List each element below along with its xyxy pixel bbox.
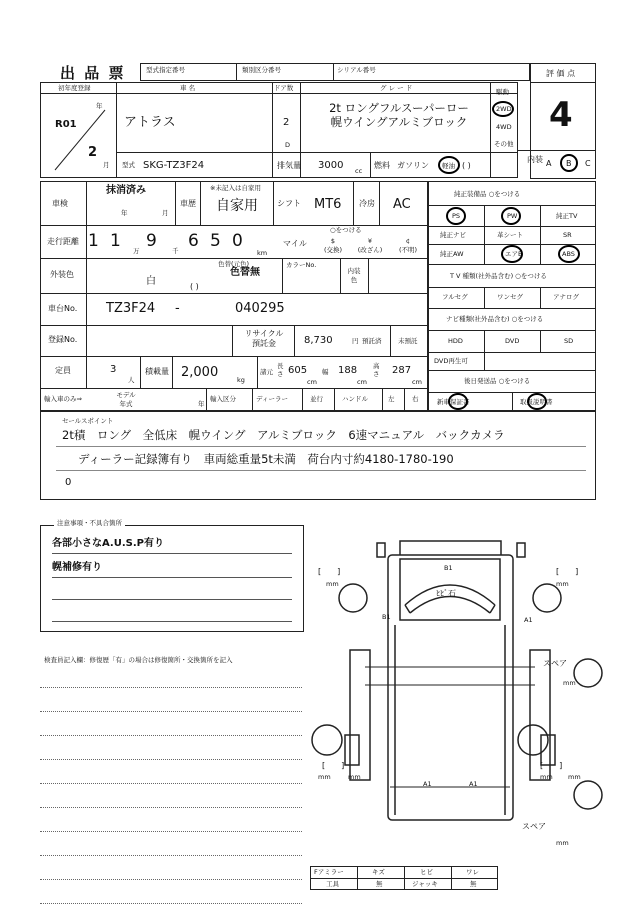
car-name: アトラス xyxy=(124,115,176,130)
inspector-line xyxy=(40,687,302,688)
drive-label: 駆動 xyxy=(496,88,509,96)
length-label: 長さ xyxy=(277,362,284,378)
model-year-label: モデル 年式 xyxy=(116,391,136,408)
score-value: 4 xyxy=(549,95,573,135)
fuel-paren: ( ) xyxy=(462,161,471,170)
equip-navi: 純正ナビ xyxy=(440,231,466,239)
grade-value: 2t ロングフルスーパーロー幌ウイングアルミブロック xyxy=(329,101,469,129)
tire-mm-2: mm xyxy=(556,580,569,588)
tire-bracket-4: [ ] xyxy=(540,761,563,770)
inspector-note: 検査員記入欄：修復歴「有」の場合は修復箇所・交換箇所を記入 xyxy=(44,656,233,664)
handle-left: 左 xyxy=(388,395,395,403)
spare-1-label: スペア xyxy=(543,659,567,668)
category-number-label: 類別区分番号 xyxy=(242,66,281,74)
later-warranty: 新車保証書 xyxy=(437,398,470,406)
height-unit: cm xyxy=(412,378,422,386)
height-value: 287 xyxy=(392,365,412,376)
first-reg-label: 初年度登録 xyxy=(58,84,91,92)
drive-2wd: 2WD xyxy=(496,105,512,113)
car-name-label: 車 名 xyxy=(180,84,196,92)
tire-mm-3: mm xyxy=(318,773,331,781)
equipment-title: 純正装備品 ○をつける xyxy=(454,190,521,198)
tire-mm-6: mm xyxy=(568,773,581,781)
recycle-label: リサイクル 預託金 xyxy=(244,329,284,348)
legend-jack-value: 無 xyxy=(470,880,477,888)
recycle-not-deposited: 未預託 xyxy=(398,337,418,345)
sales-line-2: ディーラー記録簿有り 車両総重量5t未満 荷台内寸約4180-1780-190 xyxy=(78,452,454,466)
mile-label: マイル xyxy=(283,239,307,248)
inspection-year: 年 xyxy=(121,209,128,217)
import-label: 輸入車のみ⇒ xyxy=(44,395,82,403)
legend-h4: ワレ xyxy=(466,868,479,876)
interior-color-label: 内装 色 xyxy=(347,267,361,284)
serial-number-label: シリアル番号 xyxy=(337,66,376,74)
inspection-label: 車検 xyxy=(52,199,68,208)
tv-fullseg: フルセグ xyxy=(442,293,468,301)
year-unit: 年 xyxy=(96,102,103,110)
exterior-color: 白 xyxy=(146,276,156,287)
usage-label: 車歴 xyxy=(180,199,196,208)
ac-value: AC xyxy=(393,197,411,212)
chassis-dash: - xyxy=(175,301,180,316)
color-change-paren: ( ) xyxy=(190,282,199,291)
recycle-yen: 円 xyxy=(352,337,359,345)
inspector-line xyxy=(40,903,302,904)
capacity-label: 定員 xyxy=(55,366,71,375)
model-value: SKG-TZ3F24 xyxy=(143,160,205,171)
mileage-digit-0: 1 xyxy=(88,231,99,251)
navi-sd: SD xyxy=(564,337,574,345)
tv-oneseg: ワンセグ xyxy=(497,293,523,301)
equip-aw: 純正AW xyxy=(440,250,464,258)
later-warranty-circle xyxy=(448,393,468,410)
equip-pw: PW xyxy=(507,212,518,220)
import-kind-label: 輸入区分 xyxy=(210,395,236,403)
legend-tool: 工具 xyxy=(326,880,339,888)
int-grade-b: B xyxy=(566,159,572,168)
tire-mm-4: mm xyxy=(348,773,361,781)
length-unit: cm xyxy=(307,378,317,386)
registration-label: 登録No. xyxy=(48,335,78,344)
equip-leather: 革シート xyxy=(497,231,523,239)
mileage-digit-5: 0 xyxy=(232,231,243,251)
interior-grade-label: 内装 xyxy=(527,155,543,164)
mileage-digit-3: 6 xyxy=(188,231,199,251)
first-reg-era: R01 xyxy=(55,119,77,130)
equip-ps: PS xyxy=(452,212,461,220)
tv-analog: アナログ xyxy=(553,293,579,301)
damage-b1-left: B1 xyxy=(382,613,391,621)
handle-label: ハンドル xyxy=(342,395,368,403)
ac-label: 冷房 xyxy=(359,199,375,208)
load-value: 2,000 xyxy=(181,365,219,380)
spare-2-label: スペア xyxy=(522,822,546,831)
capacity-unit: 人 xyxy=(128,376,135,384)
details-block xyxy=(40,181,428,411)
int-grade-c: C xyxy=(585,159,591,168)
height-label: 高さ xyxy=(373,362,380,378)
chassis-model: TZ3F24 xyxy=(106,301,156,316)
mileage-circle-note: ○をつける xyxy=(330,226,362,234)
damage-a1-right: A1 xyxy=(524,616,533,624)
load-label: 積載量 xyxy=(145,367,169,376)
color-change-value: 色替無 xyxy=(230,267,260,278)
shift-label: シフト xyxy=(277,199,301,208)
grade-label: グ レ ー ド xyxy=(380,84,413,92)
tire-bracket-1: [ ] xyxy=(318,567,341,576)
navi-hdd: HDD xyxy=(448,337,463,345)
month-unit: 月 xyxy=(103,161,110,169)
inspector-line xyxy=(40,831,302,832)
import-year-unit: 年 xyxy=(198,400,205,408)
handle-right: 右 xyxy=(412,395,419,403)
doors-label: ドア数 xyxy=(274,84,294,92)
mileage-man-unit: 万 xyxy=(133,247,140,255)
doors-unit: D xyxy=(285,141,291,149)
equip-sr: SR xyxy=(563,231,572,239)
fuel-circle xyxy=(438,156,460,174)
spare-2-mm: mm xyxy=(556,839,569,847)
form-title: 出 品 票 xyxy=(60,64,126,82)
fuel-light: 軽油 xyxy=(442,162,455,170)
equip-abs: ABS xyxy=(562,250,575,258)
drive-4wd: 4WD xyxy=(496,123,512,131)
mileage-digits xyxy=(88,229,278,257)
model-label: 型式 xyxy=(122,161,135,169)
usage-note: ※未記入は自家用 xyxy=(210,184,261,192)
equip-airbag-circle xyxy=(501,245,523,263)
int-grade-a: A xyxy=(546,159,552,168)
tire-mm-1: mm xyxy=(326,580,339,588)
displacement-unit: cc xyxy=(355,167,363,175)
legend-h2: キズ xyxy=(372,868,385,876)
notes-label: 注意事項・不具合箇所 xyxy=(54,520,125,527)
fuel-label: 燃料 xyxy=(374,161,390,170)
displacement-label: 排気量 xyxy=(277,161,301,170)
equip-tv: 純正TV xyxy=(556,212,578,220)
usage-value: 自家用 xyxy=(216,198,258,214)
legend-jack: ジャッキ xyxy=(412,880,438,888)
exterior-color-label: 外装色 xyxy=(50,270,74,279)
damage-hibi: ﾋﾋﾞ石 xyxy=(436,589,456,598)
later-manual: 取扱説明書 xyxy=(520,398,553,406)
inspector-line xyxy=(40,807,302,808)
mileage-digit-1: 1 xyxy=(110,231,121,251)
legend-h1: Fアミラー xyxy=(314,868,344,876)
equip-airbag: エアB xyxy=(505,250,523,258)
drive-circle xyxy=(492,101,514,117)
tv-title: T V 種類(社外品含む) ○をつける xyxy=(450,272,547,280)
mileage-digit-4: 5 xyxy=(210,231,221,251)
capacity-value: 3 xyxy=(110,364,117,375)
damage-b1-top: B1 xyxy=(444,564,453,572)
mileage-opt-replaced: $ (交換) xyxy=(323,237,343,254)
inspection-value: 抹消済み xyxy=(106,185,146,196)
damage-a1-bottom-right: A1 xyxy=(469,780,478,788)
recycle-fee: 8,730 xyxy=(304,335,333,346)
damage-a1-bottom-left: A1 xyxy=(423,780,432,788)
legend-tool-value: 無 xyxy=(376,880,383,888)
color-change-label: 色替(元色) xyxy=(218,260,250,268)
mileage-opt-tampered: ¥ (改ざん) xyxy=(357,237,383,254)
drive-other: その他 xyxy=(494,140,514,148)
legend-h3: ヒビ xyxy=(420,868,433,876)
displacement-value: 3000 xyxy=(318,160,344,171)
width-label: 幅 xyxy=(322,368,329,376)
navi-title: ナビ種類(社外品含む) ○をつける xyxy=(446,315,544,323)
import-dealer: ディーラー xyxy=(256,395,288,403)
length-value: 605 xyxy=(288,365,308,376)
sales-line-3: 0 xyxy=(65,477,72,488)
int-grade-circle xyxy=(560,154,578,172)
chassis-number: 040295 xyxy=(235,301,285,316)
inspection-month: 月 xyxy=(162,209,169,217)
mileage-unit: km xyxy=(257,249,268,257)
inspector-line xyxy=(40,711,302,712)
score-label: 評 価 点 xyxy=(546,69,576,78)
inspector-line xyxy=(40,759,302,760)
mileage-sen-unit: 千 xyxy=(172,247,179,255)
equip-ps-circle xyxy=(446,207,466,225)
later-manual-circle xyxy=(527,393,547,410)
inspector-line xyxy=(40,879,302,880)
tire-bracket-2: [ ] xyxy=(556,567,579,576)
id-fields xyxy=(140,63,530,81)
tire-mm-5: mm xyxy=(540,773,553,781)
color-number-label: カラーNo. xyxy=(286,261,317,269)
inspector-line xyxy=(40,855,302,856)
first-reg-month: 2 xyxy=(88,145,98,160)
shift-value: MT6 xyxy=(314,197,342,212)
dvd-play: DVD再生可 xyxy=(434,357,468,365)
notes-line-1: 各部小さなA.U.S.P有り xyxy=(52,538,164,549)
sales-point-label: セールスポイント xyxy=(62,417,114,425)
mileage-opt-unknown: ¢ (不明) xyxy=(398,237,418,254)
later-title: 後日発送品 ○をつける xyxy=(464,377,531,385)
notes-line-2: 幌補修有り xyxy=(52,562,102,573)
spare-1-mm: mm xyxy=(563,679,576,687)
doors-value: 2 xyxy=(283,117,290,128)
sales-line-1: 2t積 ロング 全低床 幌ウイング アルミブロック 6速マニュアル バックカメラ xyxy=(62,428,505,442)
chassis-label: 車台No. xyxy=(48,304,78,313)
inspector-line xyxy=(40,735,302,736)
mileage-digit-2: 9 xyxy=(146,231,157,251)
load-unit: kg xyxy=(237,376,245,384)
date-slash xyxy=(50,108,110,174)
mileage-label: 走行距離 xyxy=(47,237,79,246)
equip-abs-circle xyxy=(558,245,580,263)
fuel-value: ガソリン xyxy=(397,161,429,170)
recycle-deposited: 預託済 xyxy=(362,337,382,345)
import-parallel: 並行 xyxy=(310,395,323,403)
tire-bracket-3: [ ] xyxy=(322,761,345,770)
equip-pw-circle xyxy=(501,207,521,225)
inspector-line xyxy=(40,783,302,784)
width-unit: cm xyxy=(357,378,367,386)
dims-label: 諸元 xyxy=(260,368,273,376)
navi-dvd: DVD xyxy=(505,337,520,345)
width-value: 188 xyxy=(338,365,358,376)
type-designation-label: 型式指定番号 xyxy=(146,66,185,74)
